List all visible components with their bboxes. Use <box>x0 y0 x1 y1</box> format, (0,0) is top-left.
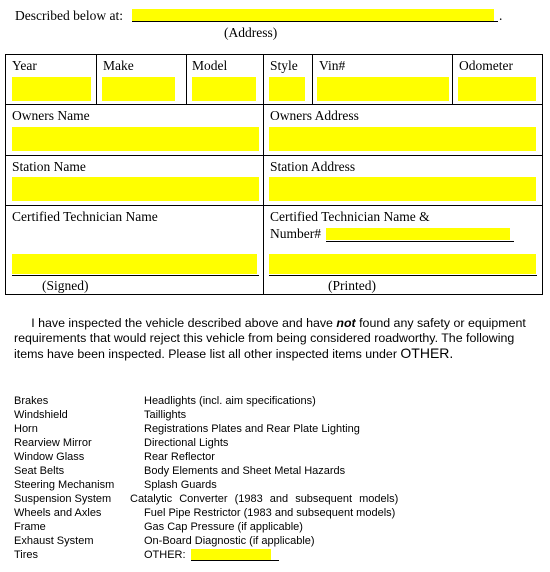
table-col-divider <box>96 55 97 104</box>
item-left: Windshield <box>14 409 68 421</box>
table-col-divider <box>452 55 453 104</box>
address-field[interactable] <box>132 9 494 21</box>
item-left: Seat Belts <box>14 465 65 477</box>
odometer-label: Odometer <box>459 58 513 73</box>
printed-field[interactable] <box>269 254 536 274</box>
vehicle-info-table <box>5 54 543 295</box>
printed-underline <box>269 275 537 276</box>
item-right: Gas Cap Pressure (if applicable) <box>144 521 303 533</box>
address-caption: (Address) <box>224 25 278 40</box>
station-name-label: Station Name <box>12 159 86 174</box>
vin-label: Vin# <box>319 58 346 73</box>
tech-number-label: Number# <box>270 226 321 241</box>
table-row-divider <box>6 104 542 105</box>
station-address-field[interactable] <box>269 177 536 201</box>
table-col-divider <box>312 55 313 104</box>
address-period: . <box>499 8 503 23</box>
statement-emphasis: not <box>336 316 356 330</box>
item-right: Splash Guards <box>144 479 217 491</box>
item-left: Suspension System <box>14 493 112 505</box>
model-label: Model <box>192 58 228 73</box>
make-label: Make <box>103 58 134 73</box>
inspection-statement <box>14 316 534 362</box>
vin-field[interactable] <box>317 77 449 101</box>
item-right: Fuel Pipe Restrictor (1983 and subsequent models) <box>144 507 396 519</box>
item-right: Directional Lights <box>144 437 229 449</box>
signed-underline <box>12 275 259 276</box>
item-left: Tires <box>14 549 39 561</box>
owners-address-label: Owners Address <box>270 108 359 123</box>
item-right: Registrations Plates and Rear Plate Lighting <box>144 423 360 435</box>
table-row-divider <box>6 155 542 156</box>
item-right: Catalytic Converter (1983 and subsequent models) <box>130 493 399 505</box>
station-name-field[interactable] <box>12 177 259 201</box>
year-field[interactable] <box>12 77 91 101</box>
item-right: Taillights <box>144 409 187 421</box>
owners-address-field[interactable] <box>269 127 536 151</box>
tech-number-field[interactable] <box>326 228 510 240</box>
described-below-label: Described below at: <box>15 8 123 23</box>
address-underline <box>132 21 498 22</box>
odometer-field[interactable] <box>458 77 536 101</box>
item-left: Horn <box>14 423 38 435</box>
signed-caption: (Signed) <box>42 278 89 293</box>
owners-name-label: Owners Name <box>12 108 90 123</box>
table-mid-divider <box>263 55 264 294</box>
table-col-divider <box>186 55 187 104</box>
item-left: Exhaust System <box>14 535 94 547</box>
table-row-divider <box>6 205 542 206</box>
statement-text-2: found any safety or equipment requirements that would reject this vehicle from being considered roadworthy. The following items have been inspected. Please list all other inspected items under <box>14 316 526 361</box>
item-right: On-Board Diagnostic (if applicable) <box>144 535 315 547</box>
item-right: Rear Reflector <box>144 451 215 463</box>
statement-other: OTHER. <box>400 345 454 361</box>
item-left: Wheels and Axles <box>14 507 102 519</box>
item-left: Brakes <box>14 395 49 407</box>
model-field[interactable] <box>192 77 256 101</box>
item-right: Body Elements and Sheet Metal Hazards <box>144 465 346 477</box>
tech-name-number-label: Certified Technician Name & <box>270 209 430 224</box>
item-right: Headlights (incl. aim specifications) <box>144 395 316 407</box>
other-field[interactable] <box>191 549 271 560</box>
owners-name-field[interactable] <box>12 127 259 151</box>
item-left: Window Glass <box>14 451 85 463</box>
other-underline <box>191 560 279 561</box>
item-left: Rearview Mirror <box>14 437 92 449</box>
year-label: Year <box>12 58 37 73</box>
make-field[interactable] <box>102 77 175 101</box>
item-left: Steering Mechanism <box>14 479 115 491</box>
item-left: Frame <box>14 521 46 533</box>
style-field[interactable] <box>269 77 305 101</box>
printed-caption: (Printed) <box>328 278 376 293</box>
tech-number-underline <box>326 241 514 242</box>
style-label: Style <box>270 58 298 73</box>
station-address-label: Station Address <box>270 159 356 174</box>
other-label: OTHER: <box>144 549 186 561</box>
tech-name-label: Certified Technician Name <box>12 209 158 224</box>
statement-text: I have inspected the vehicle described above and have <box>31 316 333 330</box>
signed-field[interactable] <box>12 254 257 274</box>
